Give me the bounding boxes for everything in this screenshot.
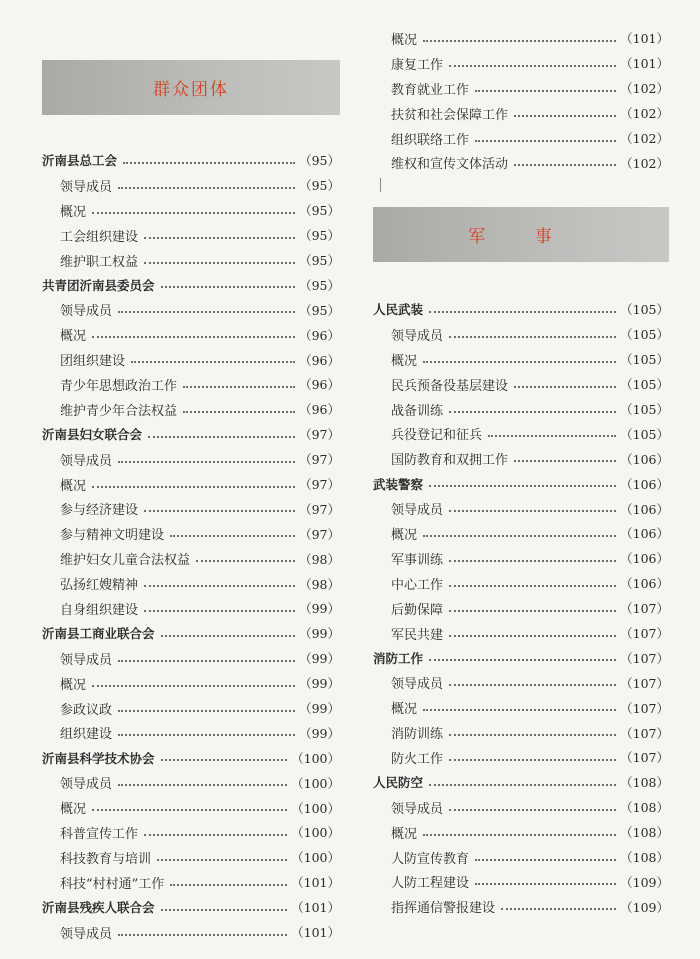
toc-subentry[interactable] <box>373 820 669 845</box>
entry-title: 民兵预备役基层建设 <box>391 378 509 394</box>
entry-title: 消防训练 <box>391 727 444 743</box>
dot-leader <box>118 186 295 189</box>
page-number: （108） <box>620 850 669 866</box>
page-number: （106） <box>620 451 669 467</box>
page-number: （96） <box>299 377 340 393</box>
toc-subentry[interactable] <box>42 173 340 198</box>
page-number: （99） <box>299 651 340 667</box>
dot-leader <box>118 733 295 736</box>
toc-subentry[interactable] <box>373 150 669 175</box>
toc-subentry[interactable] <box>42 322 340 347</box>
page-number: （99） <box>299 701 340 717</box>
toc-subentry[interactable] <box>373 720 669 745</box>
page-number: （96） <box>299 402 340 418</box>
toc-subentry[interactable] <box>42 845 340 870</box>
toc-subentry[interactable] <box>373 795 669 820</box>
entry-title: 领导成员 <box>60 777 113 793</box>
page-number: （105） <box>620 352 669 368</box>
dot-leader <box>118 659 295 662</box>
toc-subentry[interactable] <box>42 248 340 273</box>
page-number: （102） <box>620 106 669 122</box>
dot-leader <box>429 484 616 487</box>
entry-title: 领导成员 <box>60 304 113 320</box>
dot-leader <box>429 658 616 661</box>
page-number: （105） <box>620 302 669 318</box>
entry-title: 青少年思想政治工作 <box>60 378 178 394</box>
dot-leader <box>161 908 288 911</box>
entry-title: 人防宣传教育 <box>391 851 470 867</box>
page-number: （97） <box>299 452 340 468</box>
toc-subentry[interactable] <box>42 397 340 422</box>
dot-leader <box>92 684 295 687</box>
entry-title: 维护妇女儿童合法权益 <box>60 553 191 569</box>
dot-leader <box>92 211 295 214</box>
toc-entry-list-continued <box>373 26 669 175</box>
entry-title: 领导成员 <box>391 328 444 344</box>
page-number: （106） <box>620 576 669 592</box>
page-number: （109） <box>620 899 669 915</box>
entry-title: 概况 <box>391 527 418 543</box>
entry-title: 组织建设 <box>60 727 113 743</box>
toc-subentry[interactable] <box>42 571 340 596</box>
page-number: （97） <box>299 501 340 517</box>
dot-leader <box>475 89 616 92</box>
toc-subentry[interactable] <box>373 397 669 422</box>
dot-leader <box>118 933 287 936</box>
dot-leader <box>423 708 616 711</box>
toc-heading-entry[interactable] <box>42 895 340 920</box>
dot-leader <box>92 808 287 811</box>
page-number: （96） <box>299 352 340 368</box>
entry-title: 弘扬红嫂精神 <box>60 578 139 594</box>
entry-title: 概况 <box>391 353 418 369</box>
entry-title: 概况 <box>391 826 418 842</box>
entry-title: 国防教育和双拥工作 <box>391 453 509 469</box>
entry-title: 防火工作 <box>391 751 444 767</box>
page-number: （97） <box>299 526 340 542</box>
toc-entry-list <box>42 148 340 945</box>
toc-subentry[interactable] <box>42 795 340 820</box>
toc-subentry[interactable] <box>373 51 669 76</box>
toc-subentry[interactable] <box>42 920 340 945</box>
entry-title: 战备训练 <box>391 403 444 419</box>
entry-title: 概况 <box>60 478 87 494</box>
toc-subentry[interactable] <box>42 820 340 845</box>
toc-heading-entry[interactable] <box>42 745 340 770</box>
toc-subentry[interactable] <box>42 496 340 521</box>
page-number: （107） <box>620 650 669 666</box>
toc-subentry[interactable] <box>373 76 669 101</box>
toc-subentry[interactable] <box>42 472 340 497</box>
section-banner-military <box>373 207 669 262</box>
page-number: （107） <box>620 626 669 642</box>
dot-leader <box>449 683 616 686</box>
dot-leader <box>429 783 616 786</box>
dot-leader <box>118 783 287 786</box>
page-number: （99） <box>299 725 340 741</box>
dot-leader <box>449 808 616 811</box>
entry-title: 共青团沂南县委员会 <box>42 277 155 293</box>
entry-title: 沂南县总工会 <box>42 153 118 169</box>
dot-leader <box>423 534 616 537</box>
entry-title: 消防工作 <box>373 650 424 666</box>
page-number: （106） <box>620 526 669 542</box>
dot-leader <box>157 858 287 861</box>
entry-title: 概况 <box>60 802 87 818</box>
toc-heading-entry[interactable] <box>42 422 340 447</box>
entry-title: 领导成员 <box>391 677 444 693</box>
page-number: （99） <box>299 676 340 692</box>
dot-leader <box>161 285 296 288</box>
toc-subentry[interactable] <box>373 421 669 446</box>
page-number: （100） <box>291 825 340 841</box>
page-number: （97） <box>299 427 340 443</box>
toc-subentry[interactable] <box>42 596 340 621</box>
entry-title: 维权和宣传文体活动 <box>391 157 509 173</box>
dot-leader <box>449 509 616 512</box>
dot-leader <box>514 459 616 462</box>
toc-subentry[interactable] <box>42 671 340 696</box>
dot-leader <box>475 882 616 885</box>
toc-heading-entry[interactable] <box>42 272 340 297</box>
toc-entry-list-military <box>373 297 669 919</box>
toc-subentry[interactable] <box>42 521 340 546</box>
page-number: （109） <box>620 874 669 890</box>
toc-subentry[interactable] <box>42 696 340 721</box>
page-number: （106） <box>620 501 669 517</box>
toc-subentry[interactable] <box>373 496 669 521</box>
dot-leader <box>92 485 295 488</box>
dot-leader <box>144 509 295 512</box>
toc-subentry[interactable] <box>373 101 669 126</box>
toc-subentry[interactable] <box>373 322 669 347</box>
print-mark <box>380 178 381 192</box>
page-number: （95） <box>299 153 340 169</box>
toc-subentry[interactable] <box>373 869 669 894</box>
page-number: （100） <box>291 800 340 816</box>
entry-title: 概况 <box>60 677 87 693</box>
page-number: （101） <box>620 31 669 47</box>
dot-leader <box>118 460 295 463</box>
toc-heading-entry[interactable] <box>373 471 669 496</box>
toc-subentry[interactable] <box>373 521 669 546</box>
dot-leader <box>449 733 616 736</box>
page-number: （107） <box>620 675 669 691</box>
entry-title: 军民共建 <box>391 627 444 643</box>
entry-title: 沂南县妇女联合会 <box>42 427 143 443</box>
dot-leader <box>449 584 616 587</box>
dot-leader <box>118 310 295 313</box>
page-number: （101） <box>291 900 340 916</box>
dot-leader <box>475 139 616 142</box>
page-number: （101） <box>620 56 669 72</box>
dot-leader <box>170 883 287 886</box>
toc-subentry[interactable] <box>42 347 340 372</box>
toc-subentry[interactable] <box>42 546 340 571</box>
entry-title: 领导成员 <box>60 926 113 942</box>
page-number: （108） <box>620 800 669 816</box>
page-number: （105） <box>620 377 669 393</box>
page-number: （95） <box>299 203 340 219</box>
page-number: （100） <box>291 775 340 791</box>
toc-subentry[interactable] <box>373 621 669 646</box>
toc-subentry[interactable] <box>42 372 340 397</box>
dot-leader <box>475 858 616 861</box>
dot-leader <box>144 609 295 612</box>
entry-title: 科技教育与培训 <box>60 851 152 867</box>
toc-heading-entry[interactable] <box>42 148 340 173</box>
dot-leader <box>144 236 295 239</box>
section-banner-mass-organizations <box>42 60 340 115</box>
entry-title: 指挥通信警报建设 <box>391 901 496 917</box>
entry-title: 后勤保障 <box>391 602 444 618</box>
entry-title: 领导成员 <box>391 503 444 519</box>
toc-subentry[interactable] <box>42 646 340 671</box>
page-number: （107） <box>620 601 669 617</box>
toc-subentry[interactable] <box>373 894 669 919</box>
page-number: （95） <box>299 302 340 318</box>
toc-subentry[interactable] <box>373 372 669 397</box>
page-number: （99） <box>299 601 340 617</box>
page-number: （105） <box>620 327 669 343</box>
dot-leader <box>514 114 616 117</box>
page-number: （102） <box>620 81 669 97</box>
entry-title: 康复工作 <box>391 57 444 73</box>
entry-title: 人防工程建设 <box>391 876 470 892</box>
page-number: （108） <box>620 825 669 841</box>
entry-title: 维护青少年合法权益 <box>60 403 178 419</box>
dot-leader <box>144 261 295 264</box>
dot-leader <box>144 833 287 836</box>
page-number: （97） <box>299 477 340 493</box>
dot-leader <box>148 435 295 438</box>
page-number: （107） <box>620 700 669 716</box>
entry-title: 领导成员 <box>391 801 444 817</box>
entry-title: 参与经济建设 <box>60 503 139 519</box>
page-number: （106） <box>620 476 669 492</box>
entry-title: 武装警察 <box>373 476 424 492</box>
toc-heading-entry[interactable] <box>373 645 669 670</box>
entry-title: 概况 <box>391 702 418 718</box>
dot-leader <box>123 161 295 164</box>
entry-title: 军事训练 <box>391 552 444 568</box>
entry-title: 沂南县残疾人联合会 <box>42 900 155 916</box>
entry-title: 人民防空 <box>373 775 424 791</box>
toc-subentry[interactable] <box>373 845 669 870</box>
page-number: （100） <box>291 850 340 866</box>
toc-subentry[interactable] <box>42 770 340 795</box>
entry-title: 中心工作 <box>391 577 444 593</box>
page-number: （100） <box>291 750 340 766</box>
entry-title: 领导成员 <box>60 652 113 668</box>
entry-title: 扶贫和社会保障工作 <box>391 107 509 123</box>
entry-title: 领导成员 <box>60 179 113 195</box>
dot-leader <box>429 310 616 313</box>
page-number: （107） <box>620 750 669 766</box>
toc-heading-entry[interactable] <box>373 297 669 322</box>
toc-subentry[interactable] <box>373 546 669 571</box>
toc-subentry[interactable] <box>373 126 669 151</box>
toc-subentry[interactable] <box>373 670 669 695</box>
section-title: 军 事 <box>468 227 574 247</box>
toc-subentry[interactable] <box>42 720 340 745</box>
toc-subentry[interactable] <box>373 347 669 372</box>
toc-subentry[interactable] <box>42 447 340 472</box>
page-number: （98） <box>299 576 340 592</box>
toc-heading-entry[interactable] <box>42 621 340 646</box>
entry-title: 科普宣传工作 <box>60 826 139 842</box>
entry-title: 团组织建设 <box>60 354 126 370</box>
dot-leader <box>449 335 616 338</box>
page-number: （98） <box>299 551 340 567</box>
entry-title: 沂南县工商业联合会 <box>42 626 155 642</box>
page-number: （101） <box>291 925 340 941</box>
entry-title: 教育就业工作 <box>391 82 470 98</box>
entry-title: 人民武装 <box>373 302 424 318</box>
dot-leader <box>449 559 616 562</box>
toc-subentry[interactable] <box>42 223 340 248</box>
toc-subentry[interactable] <box>42 297 340 322</box>
toc-subentry[interactable] <box>373 695 669 720</box>
entry-title: 概况 <box>60 329 87 345</box>
entry-title: 工会组织建设 <box>60 229 139 245</box>
entry-title: 领导成员 <box>60 453 113 469</box>
toc-subentry[interactable] <box>373 596 669 621</box>
entry-title: 概况 <box>391 32 418 48</box>
toc-subentry[interactable] <box>373 745 669 770</box>
entry-title: 维护职工权益 <box>60 254 139 270</box>
entry-title: 概况 <box>60 204 87 220</box>
dot-leader <box>423 833 616 836</box>
dot-leader <box>449 609 616 612</box>
entry-title: 组织联络工作 <box>391 132 470 148</box>
page-number: （95） <box>299 178 340 194</box>
entry-title: 自身组织建设 <box>60 602 139 618</box>
page-number: （95） <box>299 277 340 293</box>
entry-title: 沂南县科学技术协会 <box>42 750 155 766</box>
entry-title: 参政议政 <box>60 702 113 718</box>
toc-heading-entry[interactable] <box>373 770 669 795</box>
entry-title: 科技“村村通”工作 <box>60 876 165 892</box>
page-number: （102） <box>620 155 669 171</box>
dot-leader <box>183 410 295 413</box>
toc-subentry[interactable] <box>42 198 340 223</box>
dot-leader <box>423 360 616 363</box>
dot-leader <box>449 410 616 413</box>
page-number: （99） <box>299 626 340 642</box>
toc-subentry[interactable] <box>373 571 669 596</box>
dot-leader <box>183 385 295 388</box>
page-number: （102） <box>620 131 669 146</box>
entry-title: 参与精神文明建设 <box>60 528 165 544</box>
dot-leader <box>118 709 295 712</box>
dot-leader <box>449 64 616 67</box>
page-number: （108） <box>620 775 669 791</box>
dot-leader <box>161 634 296 637</box>
entry-title: 兵役登记和征兵 <box>391 428 483 444</box>
page-number: （106） <box>620 551 669 567</box>
page-number: （96） <box>299 327 340 343</box>
toc-subentry[interactable] <box>42 870 340 895</box>
dot-leader <box>144 584 295 587</box>
dot-leader <box>514 163 616 166</box>
dot-leader <box>449 758 616 761</box>
dot-leader <box>92 335 295 338</box>
page-number: （95） <box>299 253 340 268</box>
dot-leader <box>131 360 295 363</box>
dot-leader <box>514 385 616 388</box>
page-number: （95） <box>299 228 340 244</box>
page-number: （105） <box>620 402 669 417</box>
toc-subentry[interactable] <box>373 446 669 471</box>
dot-leader <box>488 434 616 437</box>
toc-subentry[interactable] <box>373 26 669 51</box>
dot-leader <box>161 758 288 761</box>
page-number: （107） <box>620 725 669 741</box>
dot-leader <box>449 634 616 637</box>
dot-leader <box>423 39 616 42</box>
dot-leader <box>196 559 295 562</box>
dot-leader <box>501 907 616 910</box>
page-number: （101） <box>291 875 340 891</box>
section-title: 群众团体 <box>153 80 229 100</box>
dot-leader <box>170 534 295 537</box>
page-number: （105） <box>620 426 669 442</box>
